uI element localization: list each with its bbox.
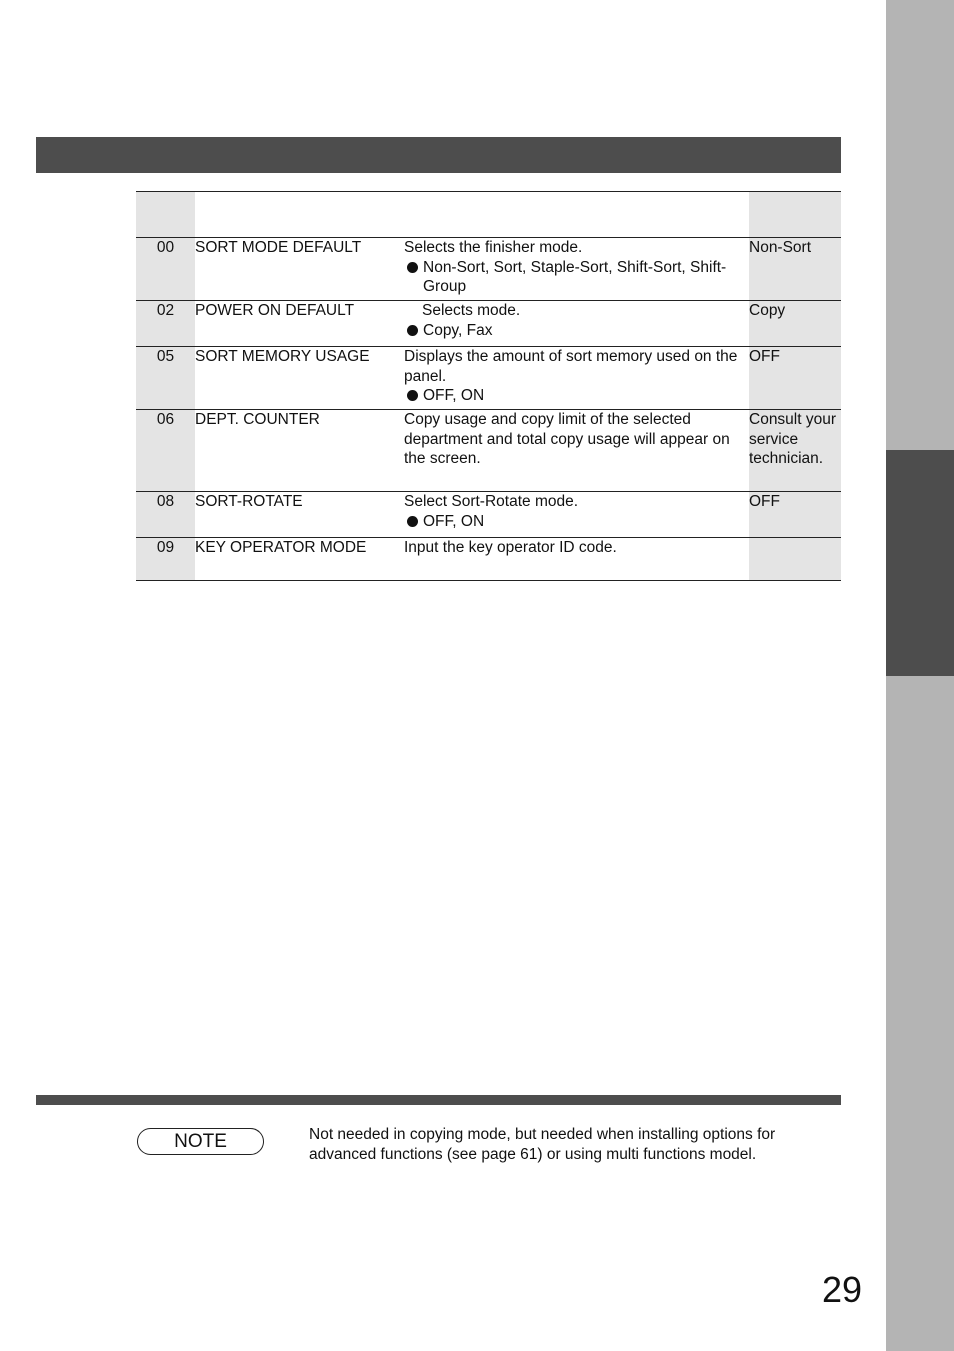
option-values: Copy, Fax [423,321,493,339]
row-description [404,238,749,301]
row-code: 05 [136,347,195,410]
note-label: NOTE [137,1128,264,1155]
table-row [136,492,841,538]
row-name: POWER ON DEFAULT [195,301,404,347]
bullet-icon [407,390,418,401]
bullet-icon [407,325,418,336]
description-text: Selects mode. [422,302,521,319]
row-code: 02 [136,301,195,347]
row-name: DEPT. COUNTER [195,410,404,492]
row-default: Copy [749,301,841,347]
option-list [404,386,749,406]
row-name: KEY OPERATOR MODE [195,538,404,581]
header-name-cell [195,192,404,238]
row-name: SORT MEMORY USAGE [195,347,404,410]
row-default: Non-Sort [749,238,841,301]
table-header-row [136,192,841,238]
option-list [404,512,749,532]
row-default: Consult your service technician. [749,410,841,492]
row-default: OFF [749,347,841,410]
row-description [404,492,749,538]
bullet-icon [407,516,418,527]
page-number: 29 [822,1269,863,1310]
row-description [404,347,749,410]
note-divider-bar [36,1095,841,1105]
table-row [136,410,841,492]
row-description [404,538,749,581]
row-name: SORT-ROTATE [195,492,404,538]
row-code: 06 [136,410,195,492]
row-code: 08 [136,492,195,538]
header-desc-cell [404,192,749,238]
description-text: Copy usage and copy limit of the selected department and total copy usage will appear on the screen. [404,411,730,467]
option-values: OFF, ON [423,512,485,530]
description-text: Input the key operator ID code. [404,539,617,556]
settings-table [136,191,841,581]
side-tab-active [886,450,954,676]
row-default [749,538,841,581]
section-header-bar [36,137,841,173]
row-description [404,301,749,347]
bullet-icon [407,262,418,273]
row-description [404,410,749,492]
option-values: Non-Sort, Sort, Staple-Sort, Shift-Sort, Shift-Group [423,258,727,295]
row-code: 00 [136,238,195,301]
description-text: Displays the amount of sort memory used on the panel. [404,348,738,385]
header-default-cell [749,192,841,238]
header-code-cell [136,192,195,238]
row-default: OFF [749,492,841,538]
table-row [136,538,841,581]
option-list [404,258,749,297]
option-values: OFF, ON [423,387,485,404]
note-text: Not needed in copying mode, but needed when installing options for advanced functions (see page 61) or using multi functions model. [309,1126,776,1163]
row-code: 09 [136,538,195,581]
description-text: Selects the finisher mode. [404,239,583,256]
table-row [136,347,841,410]
table-row [136,238,841,301]
row-name: SORT MODE DEFAULT [195,238,404,301]
option-list [404,321,749,341]
description-text: Select Sort-Rotate mode. [404,493,579,510]
table-row [136,301,841,347]
